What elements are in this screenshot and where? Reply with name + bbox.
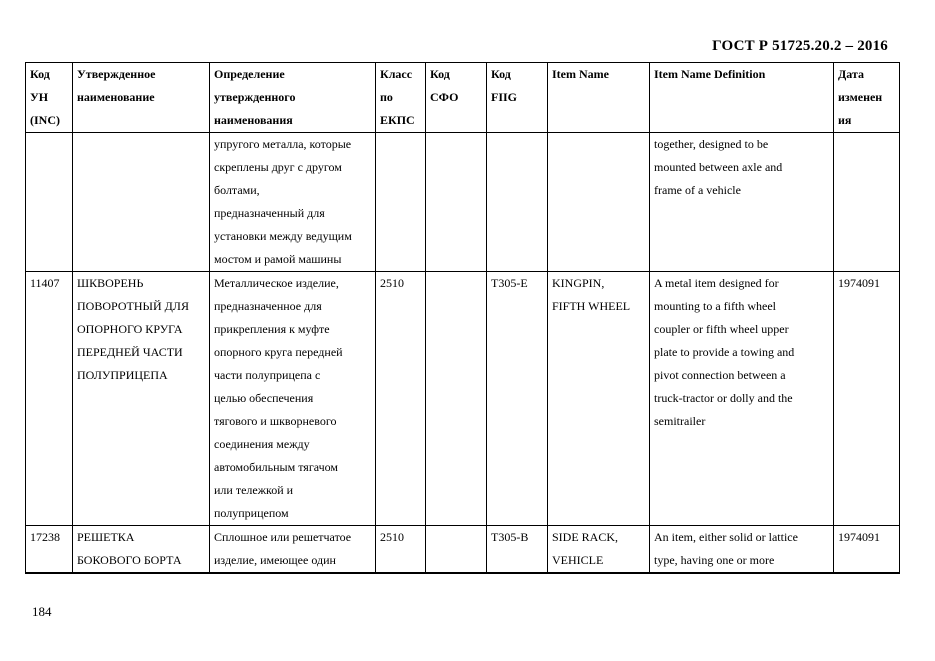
cell-text-line: 2510: [380, 276, 404, 290]
column-header-date: [834, 63, 900, 133]
column-header-line: ия: [838, 113, 852, 127]
cell-text-line: целью обеспечения: [214, 391, 314, 405]
cell-text-line: coupler or fifth wheel upper: [654, 322, 789, 336]
cell-text-line: T305-B: [491, 530, 529, 544]
cell-text-line: 2510: [380, 530, 404, 544]
column-header-line: наименования: [214, 113, 293, 127]
cell-inc: [26, 272, 73, 526]
cell-definition: [210, 133, 376, 272]
cell-text-line: части полуприцепа с: [214, 368, 321, 382]
cell-text-line: mounting to a fifth wheel: [654, 299, 776, 313]
cell-text-line: РЕШЕТКА: [77, 530, 135, 544]
cell-text-line: или тележкой и: [214, 483, 294, 497]
column-header-item-def: [650, 63, 834, 133]
cell-text-line: T305-E: [491, 276, 528, 290]
cell-item-def: [650, 526, 834, 574]
page-number: 184: [32, 604, 52, 619]
cell-inc: [26, 526, 73, 574]
column-header-inc: [26, 63, 73, 133]
cell-text-line: установки между ведущим: [214, 229, 352, 243]
column-header-line: Определение: [214, 67, 285, 81]
cell-text-line: полуприцепом: [214, 506, 289, 520]
cell-text-line: ПОВОРОТНЫЙ ДЛЯ: [77, 299, 189, 313]
column-header-approved-name: [73, 63, 210, 133]
column-header-line: наименование: [77, 90, 155, 104]
cell-text-line: A metal item designed for: [654, 276, 779, 290]
column-header-line: по: [380, 90, 393, 104]
table-row: [26, 526, 900, 574]
cell-text-line: скреплены друг с другом: [214, 160, 342, 174]
cell-definition: [210, 272, 376, 526]
cell-date: [834, 272, 900, 526]
cell-text-line: pivot connection between a: [654, 368, 786, 382]
table-row: [26, 272, 900, 526]
column-header-line: утвержденного: [214, 90, 296, 104]
cell-date: [834, 133, 900, 272]
cell-text-line: 1974091: [838, 530, 880, 544]
column-header-line: Утвержденное: [77, 67, 156, 81]
cell-text-line: ОПОРНОГО КРУГА: [77, 322, 183, 336]
cell-sfo: [426, 272, 487, 526]
cell-definition: [210, 526, 376, 574]
table-row: [26, 133, 900, 272]
cell-approved-name: [73, 133, 210, 272]
column-header-line: Дата: [838, 67, 864, 81]
cell-ekps: [376, 526, 426, 574]
cell-text-line: plate to provide a towing and: [654, 345, 795, 359]
cell-fiig: [487, 526, 548, 574]
catalog-table: [25, 62, 900, 574]
cell-text-line: together, designed to be: [654, 137, 769, 151]
cell-approved-name: [73, 272, 210, 526]
cell-fiig: [487, 272, 548, 526]
cell-text-line: ШКВОРЕНЬ: [77, 276, 144, 290]
cell-text-line: болтами,: [214, 183, 260, 197]
cell-text-line: Металлическое изделие,: [214, 276, 339, 290]
cell-text-line: опорного круга передней: [214, 345, 343, 359]
cell-text-line: semitrailer: [654, 414, 706, 428]
cell-text-line: ПОЛУПРИЦЕПА: [77, 368, 168, 382]
column-header-line: УН: [30, 90, 49, 104]
column-header-item-name: [548, 63, 650, 133]
column-header-line: изменен: [838, 90, 883, 104]
cell-text-line: frame of a vehicle: [654, 183, 741, 197]
cell-text-line: Сплошное или решетчатое: [214, 530, 352, 544]
cell-sfo: [426, 133, 487, 272]
cell-text-line: упругого металла, которые: [214, 137, 352, 151]
column-header-line: Код: [491, 67, 511, 81]
cell-text-line: SIDE RACK,: [552, 530, 619, 544]
cell-text-line: БОКОВОГО БОРТА: [77, 553, 182, 567]
cell-text-line: VEHICLE: [552, 553, 604, 567]
cell-text-line: 11407: [30, 276, 60, 290]
column-header-line: (INC): [30, 113, 60, 127]
table-header-row: [26, 63, 900, 133]
column-header-definition: [210, 63, 376, 133]
cell-fiig: [487, 133, 548, 272]
cell-item-def: [650, 272, 834, 526]
column-header-line: Item Name: [552, 67, 609, 81]
cell-sfo: [426, 526, 487, 574]
cell-text-line: truck-tractor or dolly and the: [654, 391, 793, 405]
cell-text-line: мостом и рамой машины: [214, 252, 342, 266]
column-header-fiig: [487, 63, 548, 133]
cell-text-line: An item, either solid or lattice: [654, 530, 798, 544]
cell-text-line: 17238: [30, 530, 60, 544]
column-header-sfo: [426, 63, 487, 133]
cell-text-line: соединения между: [214, 437, 310, 451]
cell-text-line: ПЕРЕДНЕЙ ЧАСТИ: [77, 345, 183, 359]
cell-text-line: mounted between axle and: [654, 160, 783, 174]
cell-text-line: type, having one or more: [654, 553, 775, 567]
cell-item-def: [650, 133, 834, 272]
cell-text-line: FIFTH WHEEL: [552, 299, 631, 313]
column-header-line: Код: [430, 67, 450, 81]
cell-text-line: 1974091: [838, 276, 880, 290]
cell-inc: [26, 133, 73, 272]
cell-item-name: [548, 272, 650, 526]
cell-ekps: [376, 133, 426, 272]
cell-date: [834, 526, 900, 574]
cell-text-line: предназначенный для: [214, 206, 325, 220]
cell-item-name: [548, 133, 650, 272]
column-header-line: FIIG: [491, 90, 518, 104]
column-header-line: Код: [30, 67, 50, 81]
cell-text-line: KINGPIN,: [552, 276, 605, 290]
cell-text-line: тягового и шкворневого: [214, 414, 337, 428]
column-header-line: СФО: [430, 90, 459, 104]
cell-ekps: [376, 272, 426, 526]
cell-text-line: предназначенное для: [214, 299, 322, 313]
cell-text-line: автомобильным тягачом: [214, 460, 338, 474]
cell-text-line: прикрепления к муфте: [214, 322, 330, 336]
cell-text-line: изделие, имеющее один: [214, 553, 336, 567]
document-standard-code: ГОСТ Р 51725.20.2 – 2016: [712, 38, 888, 54]
cell-item-name: [548, 526, 650, 574]
column-header-line: Item Name Definition: [654, 67, 766, 81]
column-header-ekps: [376, 63, 426, 133]
column-header-line: ЕКПС: [380, 113, 415, 127]
column-header-line: Класс: [380, 67, 413, 81]
cell-approved-name: [73, 526, 210, 574]
